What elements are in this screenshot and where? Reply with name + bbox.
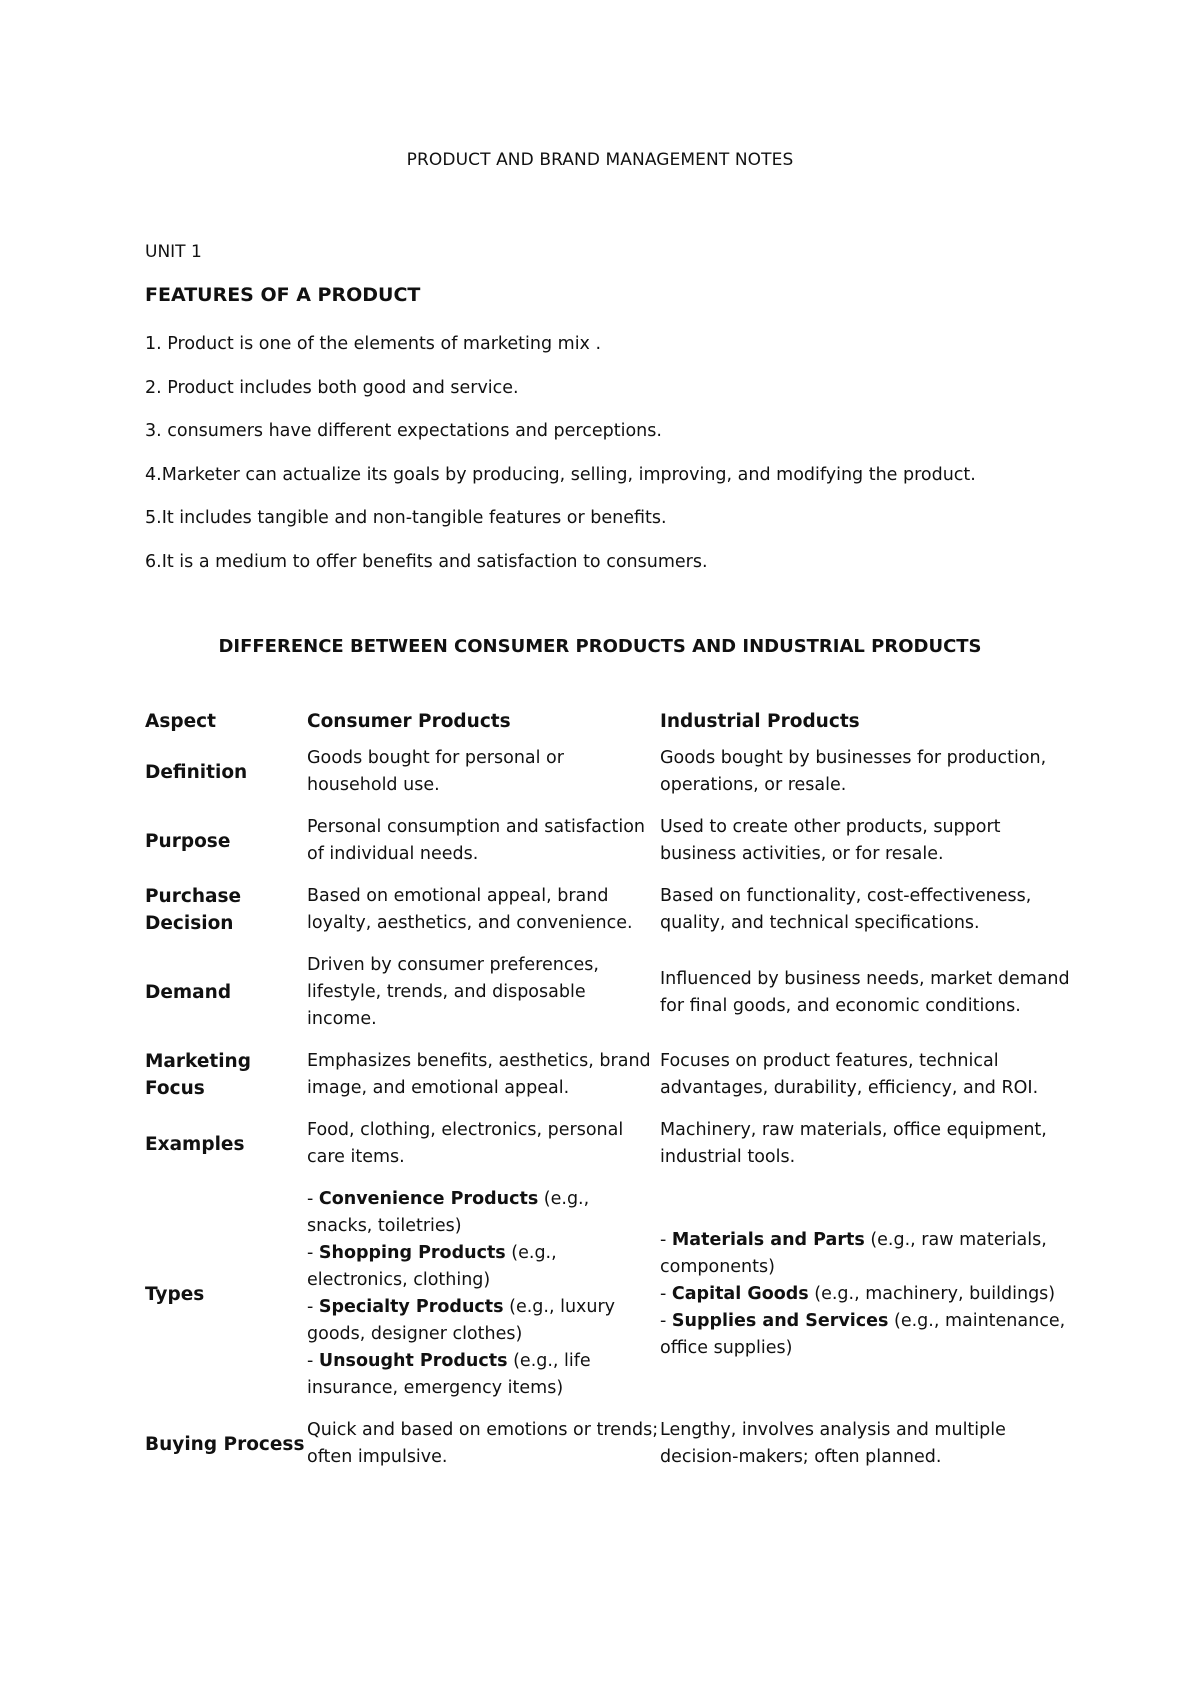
table-row-types bbox=[145, 1186, 1080, 1417]
consumer-type-item: - Specialty Products (e.g., luxury goods, designer clothes) bbox=[307, 1297, 616, 1344]
industrial-types-cell bbox=[660, 1186, 1080, 1417]
table-header-row bbox=[145, 708, 1080, 745]
aspect-cell: Definition bbox=[145, 761, 248, 783]
industrial-cell: Lengthy, involves analysis and multiple decision-makers; often planned. bbox=[660, 1420, 1006, 1467]
aspect-cell: Purchase Decision bbox=[145, 886, 242, 934]
table-row bbox=[145, 745, 1080, 814]
table-row bbox=[145, 1417, 1080, 1486]
industrial-type-item: - Capital Goods (e.g., machinery, buildings) bbox=[660, 1283, 1056, 1304]
table-row bbox=[145, 952, 1080, 1048]
list-item: 6.It is a medium to offer benefits and satisfaction to consumers. bbox=[145, 551, 708, 572]
aspect-cell: Buying Process bbox=[145, 1433, 305, 1455]
industrial-cell: Focuses on product features, technical advantages, durability, efficiency, and ROI. bbox=[660, 1051, 1039, 1098]
aspect-cell: Demand bbox=[145, 982, 232, 1003]
features-list bbox=[145, 334, 976, 595]
table-row bbox=[145, 1048, 1080, 1117]
consumer-type-item: - Convenience Products (e.g., snacks, toiletries) bbox=[307, 1189, 590, 1236]
list-item: 5.It includes tangible and non-tangible features or benefits. bbox=[145, 508, 667, 528]
list-item: 4.Marketer can actualize its goals by producing, selling, improving, and modifying the product. bbox=[145, 464, 976, 485]
list-item: 2. Product includes both good and service. bbox=[145, 377, 519, 398]
comparison-table bbox=[145, 708, 1080, 1486]
column-header-aspect: Aspect bbox=[145, 711, 216, 732]
consumer-cell: Emphasizes benefits, aesthetics, brand image, and emotional appeal. bbox=[307, 1051, 651, 1098]
column-header-industrial: Industrial Products bbox=[660, 711, 860, 732]
unit-label: UNIT 1 bbox=[145, 242, 202, 262]
column-header-consumer: Consumer Products bbox=[307, 711, 511, 732]
aspect-cell: Purpose bbox=[145, 830, 231, 852]
consumer-cell: Driven by consumer preferences, lifestyle, trends, and disposable income. bbox=[307, 955, 599, 1029]
industrial-type-item: - Materials and Parts (e.g., raw materials, components) bbox=[660, 1229, 1047, 1277]
aspect-cell: Marketing Focus bbox=[145, 1051, 251, 1099]
features-heading: FEATURES OF A PRODUCT bbox=[145, 284, 421, 306]
table-row bbox=[145, 883, 1080, 952]
consumer-types-cell bbox=[307, 1186, 660, 1417]
comparison-heading: DIFFERENCE BETWEEN CONSUMER PRODUCTS AND INDUSTRIAL PRODUCTS bbox=[218, 636, 982, 657]
consumer-cell: Quick and based on emotions or trends; often impulsive. bbox=[307, 1420, 659, 1467]
aspect-cell: Examples bbox=[145, 1133, 245, 1155]
industrial-cell: Machinery, raw materials, office equipment, industrial tools. bbox=[660, 1120, 1047, 1167]
consumer-type-item: - Unsought Products (e.g., life insurance, emergency items) bbox=[307, 1351, 591, 1398]
industrial-cell: Influenced by business needs, market demand for final goods, and economic conditions. bbox=[660, 968, 1070, 1016]
list-item: 3. consumers have different expectations and perceptions. bbox=[145, 421, 662, 441]
consumer-cell: Personal consumption and satisfaction of individual needs. bbox=[307, 817, 646, 864]
industrial-cell: Used to create other products, support business activities, or for resale. bbox=[660, 817, 1001, 864]
table-row bbox=[145, 1117, 1080, 1186]
industrial-type-item: - Supplies and Services (e.g., maintenance, office supplies) bbox=[660, 1310, 1066, 1358]
list-item: 1. Product is one of the elements of marketing mix . bbox=[145, 334, 602, 354]
industrial-cell: Based on functionality, cost-effectiveness, quality, and technical specifications. bbox=[660, 886, 1032, 933]
aspect-cell: Types bbox=[145, 1283, 205, 1305]
document-title: PRODUCT AND BRAND MANAGEMENT NOTES bbox=[406, 150, 794, 170]
industrial-cell: Goods bought by businesses for production, operations, or resale. bbox=[660, 748, 1047, 795]
consumer-cell: Food, clothing, electronics, personal care items. bbox=[307, 1120, 624, 1167]
consumer-cell: Based on emotional appeal, brand loyalty, aesthetics, and convenience. bbox=[307, 886, 633, 933]
consumer-cell: Goods bought for personal or household use. bbox=[307, 748, 564, 795]
consumer-type-item: - Shopping Products (e.g., electronics, clothing) bbox=[307, 1243, 557, 1290]
table-row bbox=[145, 814, 1080, 883]
